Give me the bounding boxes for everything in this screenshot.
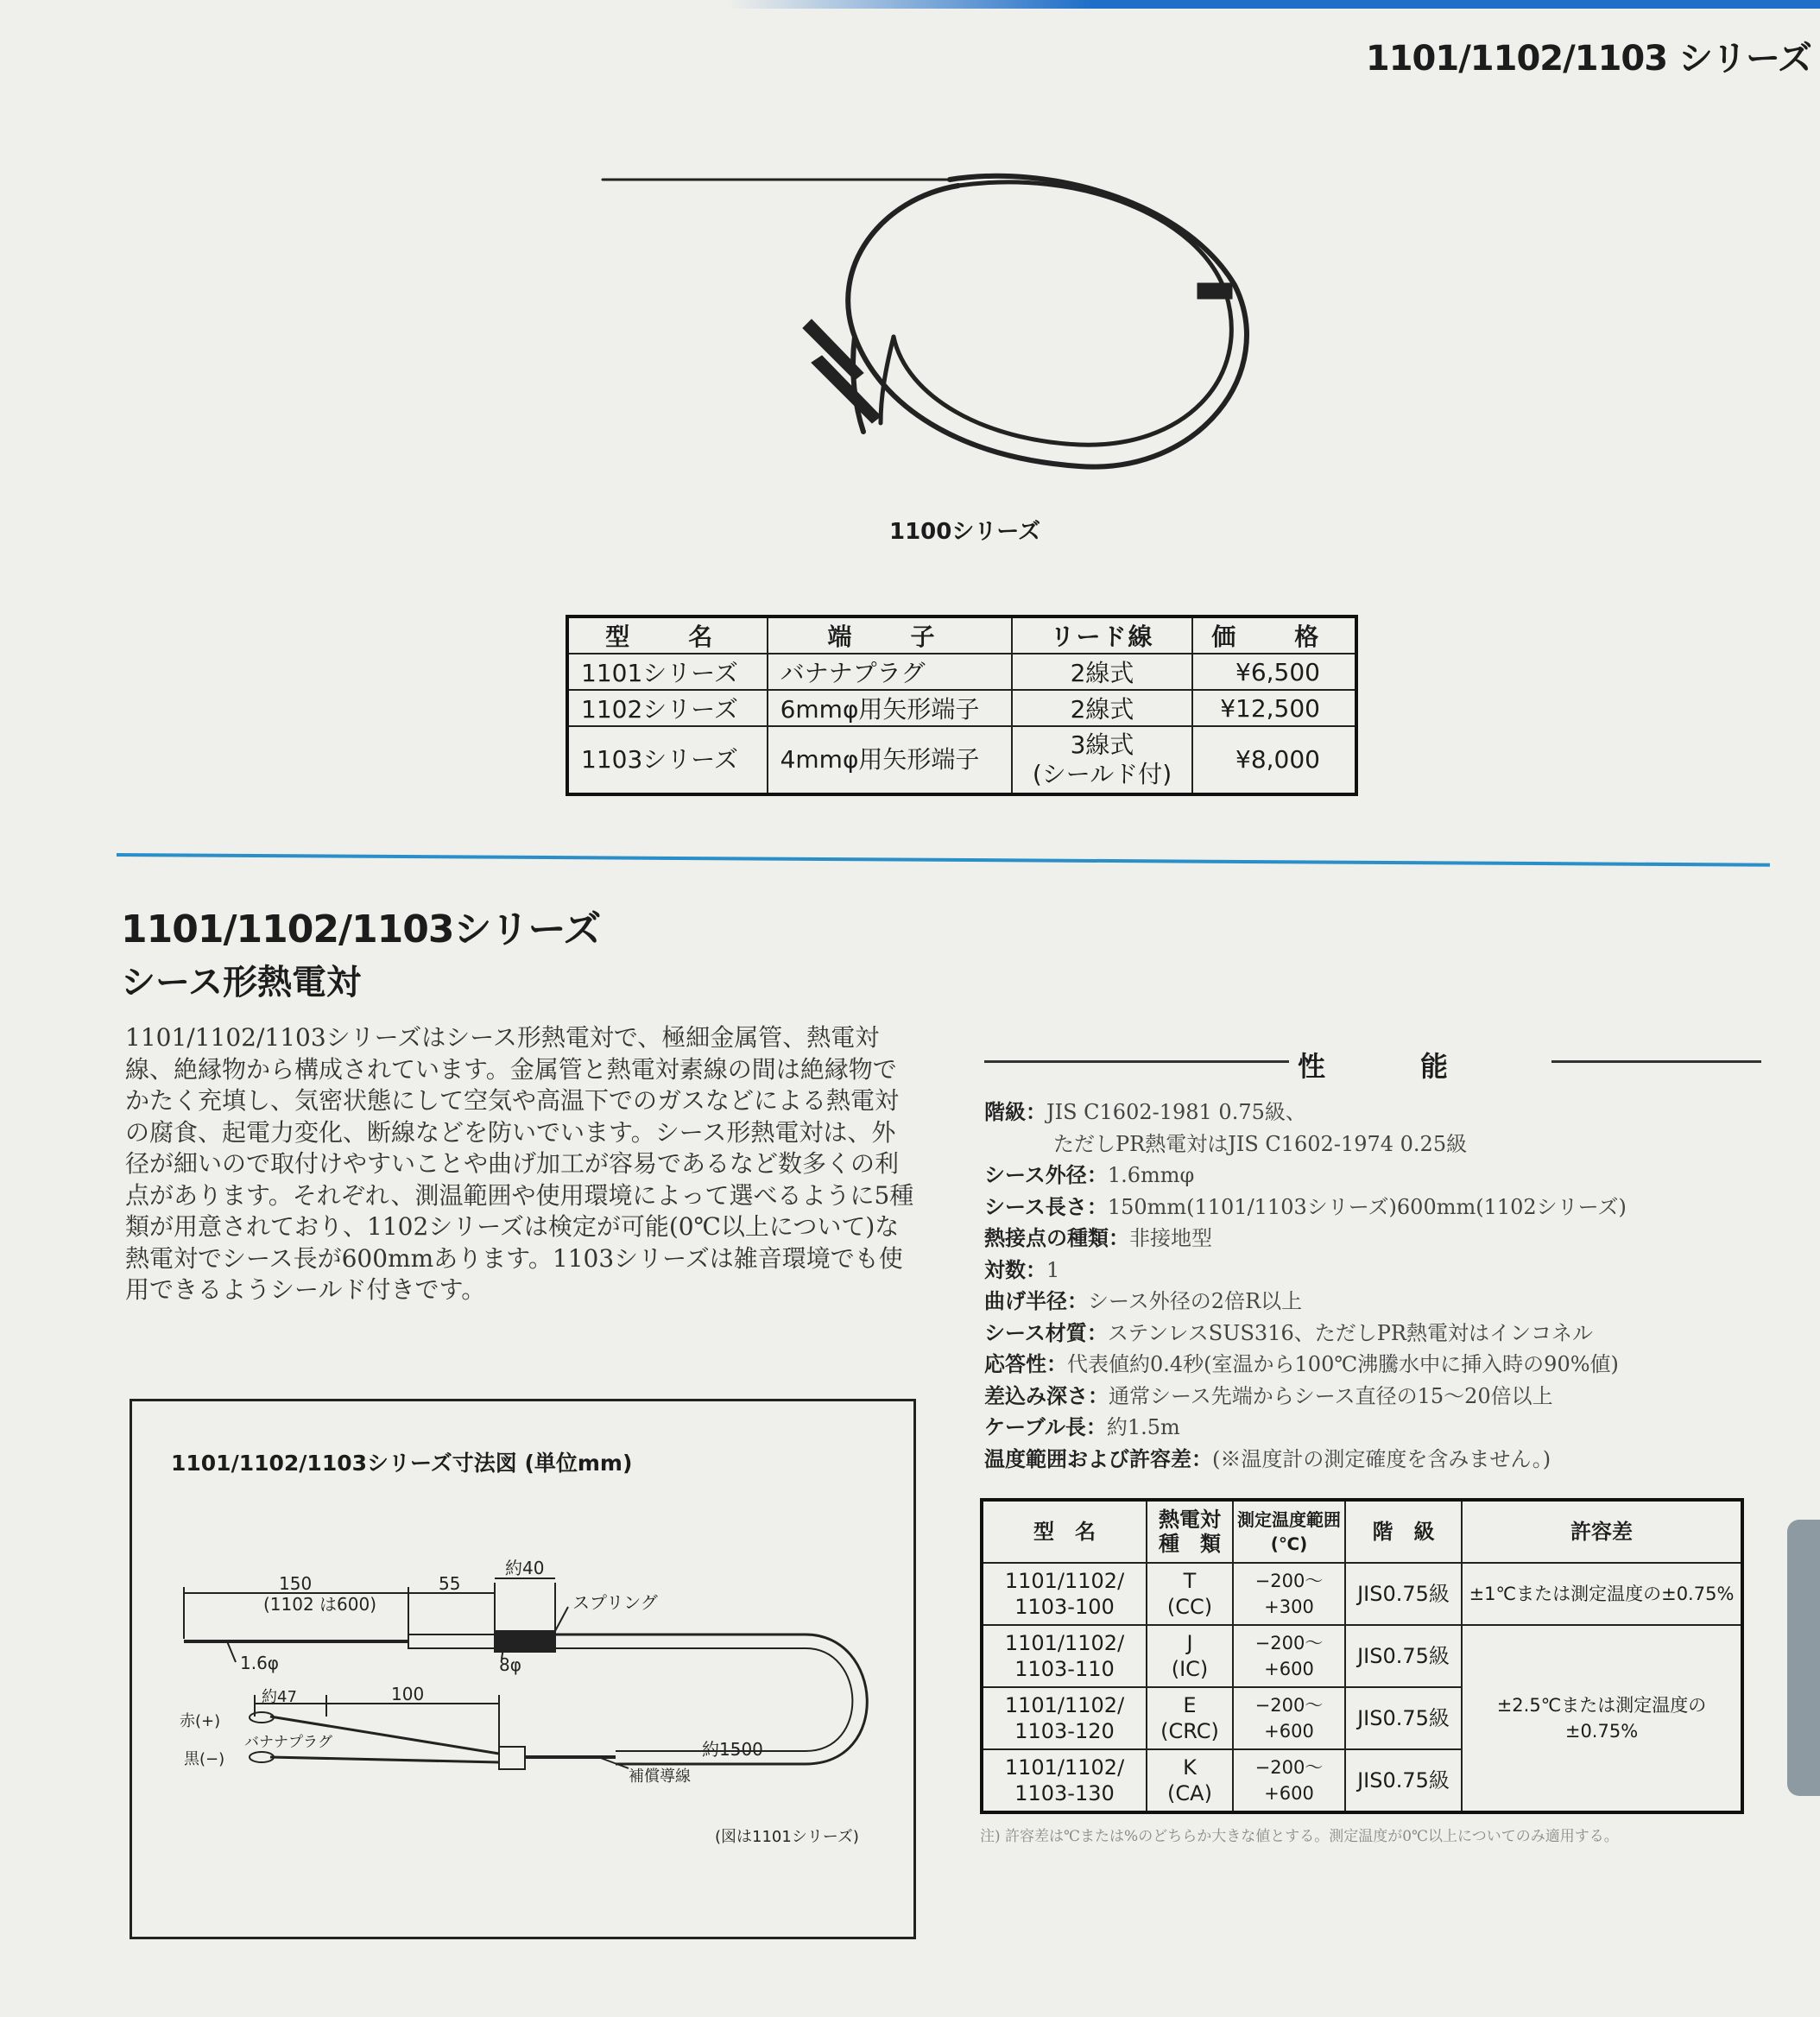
spec-item: 差込み深さ：通常シース先端からシース直径の15〜20倍以上: [984, 1383, 1553, 1408]
description-text: 1101/1102/1103シリーズはシース形熱電対で、極細金属管、熱電対線、絶縁物から構成されています。金属管と熱電対素線の間は絶縁物でかたく充填し、気密状態にして空気や高温下でのガスなどによる熱電対の腐食、起電力変化、断線などを防いでいます。シース形熱電対は、外径が細いので取付けやすいことや曲げ加工が容易であるなど数多くの利点があります。それぞれ、測温範囲や使用環境によって選べるように5種類が用意されており、1102シリーズは検定が可能(0℃以上について)な熱電対でシース長が600mmあります。1103シリーズは雑音環境でも使用できるようシールド付きです。: [125, 1023, 914, 1304]
type-cell: J (IC): [1147, 1625, 1233, 1687]
lead-cell: 2線式: [1012, 654, 1191, 690]
col-price: 価 格: [1192, 616, 1356, 654]
spec-item: ただしPR熱電対はJIS C1602-1974 0.25級: [1053, 1131, 1468, 1156]
spec-item: 階級：JIS C1602-1981 0.75級、: [984, 1100, 1306, 1124]
spec-item: シース材質：ステンレスSUS316、ただしPR熱電対はインコネル: [984, 1320, 1593, 1345]
product-photo: [596, 147, 1269, 509]
col-terminal: 端 子: [768, 616, 1013, 654]
table-row: [567, 654, 1356, 690]
model-cell: 1101シリーズ: [567, 654, 768, 690]
label-red: 赤(+): [180, 1712, 221, 1730]
page-index-tab: [1787, 1520, 1820, 1796]
table-row: [982, 1625, 1742, 1687]
model-cell: 1101/1102/ 1103-100: [982, 1563, 1147, 1625]
price-table: [566, 615, 1358, 796]
cable-clip: [1198, 283, 1232, 299]
type-cell: K (CA): [1147, 1749, 1233, 1812]
dim-55: 55: [439, 1573, 461, 1594]
diagram-drawing: [132, 1401, 913, 1937]
section-divider: [117, 853, 1770, 867]
spec-item: シース長さ：150mm(1101/1103シリーズ)600mm(1102シリーズ): [984, 1194, 1627, 1219]
col-lead: リード線: [1012, 616, 1191, 654]
price-cell: ¥12,500: [1192, 690, 1356, 726]
type-cell: E (CRC): [1147, 1687, 1233, 1749]
label-black: 黒(−): [184, 1750, 225, 1768]
price-cell: ¥8,000: [1192, 726, 1356, 794]
terminal-cell: 4mmφ用矢形端子: [768, 726, 1013, 794]
terminal-cell: 6mmφ用矢形端子: [768, 690, 1013, 726]
range-cell: −200〜+300: [1233, 1563, 1345, 1625]
dim-40: 約40: [505, 1558, 545, 1578]
col-type: 熱電対 種 類: [1147, 1500, 1233, 1563]
dim-150: 150: [279, 1573, 313, 1594]
terminal-cell: バナナプラグ: [768, 654, 1013, 690]
label-comp-wire: 補償導線: [629, 1767, 691, 1786]
range-cell: −200〜+600: [1233, 1749, 1345, 1812]
col-tolerance: 許容差: [1462, 1500, 1742, 1563]
dim-1500: 約1500: [702, 1739, 763, 1760]
table-row: [982, 1563, 1742, 1625]
col-model: 型 名: [982, 1500, 1147, 1563]
range-cell: −200〜+600: [1233, 1625, 1345, 1687]
spec-item: ケーブル長：約1.5m: [984, 1415, 1180, 1439]
tolerance-cell: ±1℃または測定温度の±0.75%: [1462, 1563, 1742, 1625]
spec-item: 熱接点の種類：非接地型: [984, 1226, 1212, 1250]
label-banana: バナナプラグ: [244, 1734, 332, 1751]
col-grade: 階 級: [1345, 1500, 1462, 1563]
diagram-title: 1101/1102/1103シリーズ寸法図 (単位mm): [171, 1451, 633, 1476]
spec-item: 温度範囲および許容差：(※温度計の測定確度を含みません。): [984, 1446, 1551, 1471]
range-cell: −200〜+600: [1233, 1687, 1345, 1749]
tolerance-cell: ±2.5℃または測定温度の±0.75%: [1462, 1625, 1742, 1812]
section-subtitle: シース形熱電対: [121, 963, 361, 1002]
model-cell: 1103シリーズ: [567, 726, 768, 794]
lead-line-1: 3線式: [1070, 730, 1134, 759]
spec-list: [984, 1097, 1787, 1475]
lead-line-2: (シールド付): [1032, 760, 1172, 788]
type-cell: T (CC): [1147, 1563, 1233, 1625]
model-cell: 1102シリーズ: [567, 690, 768, 726]
footnote: 注) 許容差は℃または%のどちらか大きな値とする。測定温度が0℃以上についてのみ適用する。: [980, 1828, 1619, 1845]
page-header-series: 1101/1102/1103 シリーズ: [1365, 39, 1811, 79]
photo-caption: 1100シリーズ: [889, 519, 1041, 545]
spec-item: 応答性：代表値約0.4秒(室温から100℃沸騰水中に挿入時の90%値): [984, 1352, 1619, 1376]
model-cell: 1101/1102/ 1103-120: [982, 1687, 1147, 1749]
grade-cell: JIS0.75級: [1345, 1749, 1462, 1812]
section-title: 1101/1102/1103シリーズ: [121, 907, 601, 952]
dim-8: 8φ: [499, 1654, 521, 1675]
diagram-note: (図は1101シリーズ): [715, 1828, 859, 1846]
model-cell: 1101/1102/ 1103-130: [982, 1749, 1147, 1812]
tolerance-table: [980, 1498, 1744, 1814]
spec-item: シース外径：1.6mmφ: [984, 1163, 1195, 1187]
col-range: 測定温度範囲 (℃): [1233, 1500, 1345, 1563]
dimension-diagram: [130, 1399, 916, 1939]
label-spring: スプリング: [572, 1592, 658, 1613]
top-color-band: [0, 0, 1820, 9]
model-cell: 1101/1102/ 1103-110: [982, 1625, 1147, 1687]
dim-47: 約47: [262, 1688, 297, 1706]
price-cell: ¥6,500: [1192, 654, 1356, 690]
col-model: 型 名: [567, 616, 768, 654]
performance-heading: [984, 1045, 1761, 1083]
performance-title: 性能: [1289, 1050, 1551, 1083]
lead-cell: [1012, 726, 1191, 794]
spec-item: 対数：1: [984, 1257, 1060, 1282]
grade-cell: JIS0.75級: [1345, 1687, 1462, 1749]
dim-1-6: 1.6φ: [240, 1653, 279, 1673]
table-row: [567, 726, 1356, 794]
grade-cell: JIS0.75級: [1345, 1625, 1462, 1687]
spec-item: 曲げ半径：シース外径の2倍R以上: [984, 1289, 1303, 1313]
dim-100: 100: [391, 1684, 425, 1704]
probe-cable: [848, 176, 1247, 467]
lead-cell: 2線式: [1012, 690, 1191, 726]
dim-150-note: (1102 は600): [263, 1594, 377, 1615]
grade-cell: JIS0.75級: [1345, 1563, 1462, 1625]
table-row: [567, 690, 1356, 726]
